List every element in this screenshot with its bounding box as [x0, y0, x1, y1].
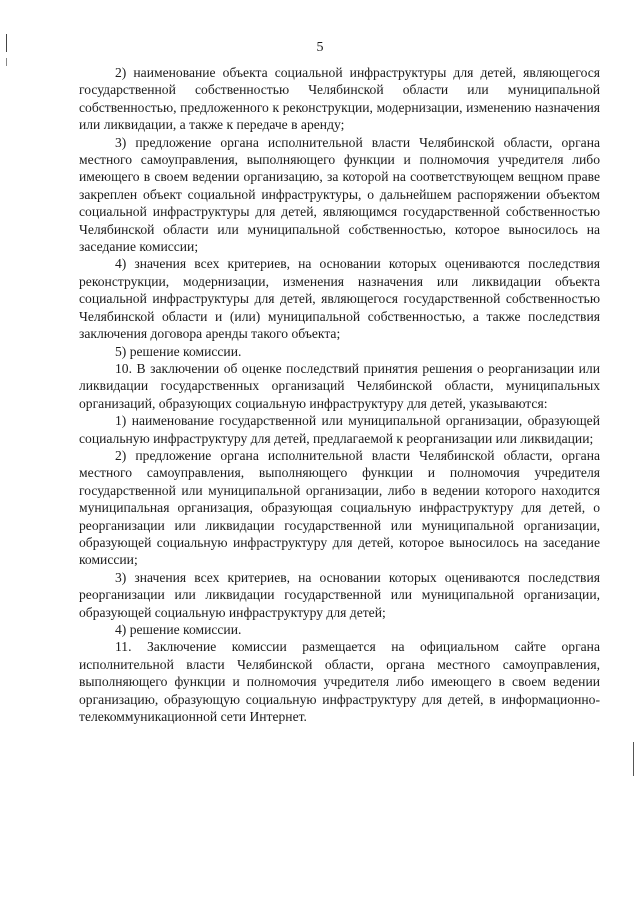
paragraph-section-11: 11. Заключение комиссии размещается на официальном сайте органа исполнительной власти Челябинской области, органа местного самоуправления, выполняющего функции и полномочия учредителя либо имеющего в своем ведении организацию, образующую социальную инфраструктуру для детей, в информационно-телекоммуникационной сети Интернет. — [79, 639, 600, 725]
paragraph-section-10-item-3: 3) значения всех критериев, на основании которых оцениваются последствия реорганизации или ликвидации государственной или муниципальной организации, образующей социальную инфраструктуру для детей; — [79, 569, 600, 620]
page-number: 5 — [316, 40, 324, 55]
paragraph-item-3: 3) предложение органа исполнительной власти Челябинской области, органа местного самоуправления, выполняющего функции и полномочия учредителя либо имеющего в своем ведении организацию, за которой на соответствующем вещном праве закреплен объект социальной инфраструктуры, о дальнейшем распоряжении объектом социальной инфраструктуры для детей, являющимся государственной собственностью Челябинской области или муниципальной собственностью, которое выносилось на заседание комиссии; — [79, 134, 600, 255]
paragraph-section-10-item-4: 4) решение комиссии. — [115, 622, 242, 637]
paragraph-item-4: 4) значения всех критериев, на основании которых оцениваются последствия реконструкции, модернизации, изменения назначения или ликвидации объекта социальной инфраструктуры для детей, являющегося государственной собственностью Челябинской области и (или) муниципальной собственностью, а также последствия заключения договора аренды такого объекта; — [79, 256, 600, 342]
document-body — [79, 64, 600, 725]
paragraph-item-2: 2) наименование объекта социальной инфраструктуры для детей, являющегося государственной собственностью Челябинской области или муниципальной собственностью, предложенного к реконструкции, модернизации, изменению назначения или ликвидации, а также к передаче в аренду; — [79, 65, 600, 133]
paragraph-section-10-item-2: 2) предложение органа исполнительной власти Челябинской области, органа местного самоуправления, выполняющего функции и полномочия учредителя государственной или муниципальной организации, либо в ведении которого находится муниципальная организация, образующая социальную инфраструктуру для детей, о реорганизации или ликвидации государственной или муниципальной организации, образующей социальную инфраструктуру для детей, которое выносилось на заседание комиссии; — [79, 447, 600, 568]
scan-edge-mark — [633, 742, 634, 776]
paragraph-section-10: 10. В заключении об оценке последствий принятия решения о реорганизации или ликвидации государственных организаций Челябинской области, муниципальных организаций, образующих социальную инфраструктуру для детей, указываются: — [79, 360, 600, 411]
scan-edge-mark — [6, 58, 7, 66]
paragraph-item-5: 5) решение комиссии. — [115, 343, 242, 359]
paragraph-section-10-item-1: 1) наименование государственной или муниципальной организации, образующей социальную инфраструктуру для детей, предлагаемой к реорганизации или ликвидации; — [79, 413, 600, 446]
